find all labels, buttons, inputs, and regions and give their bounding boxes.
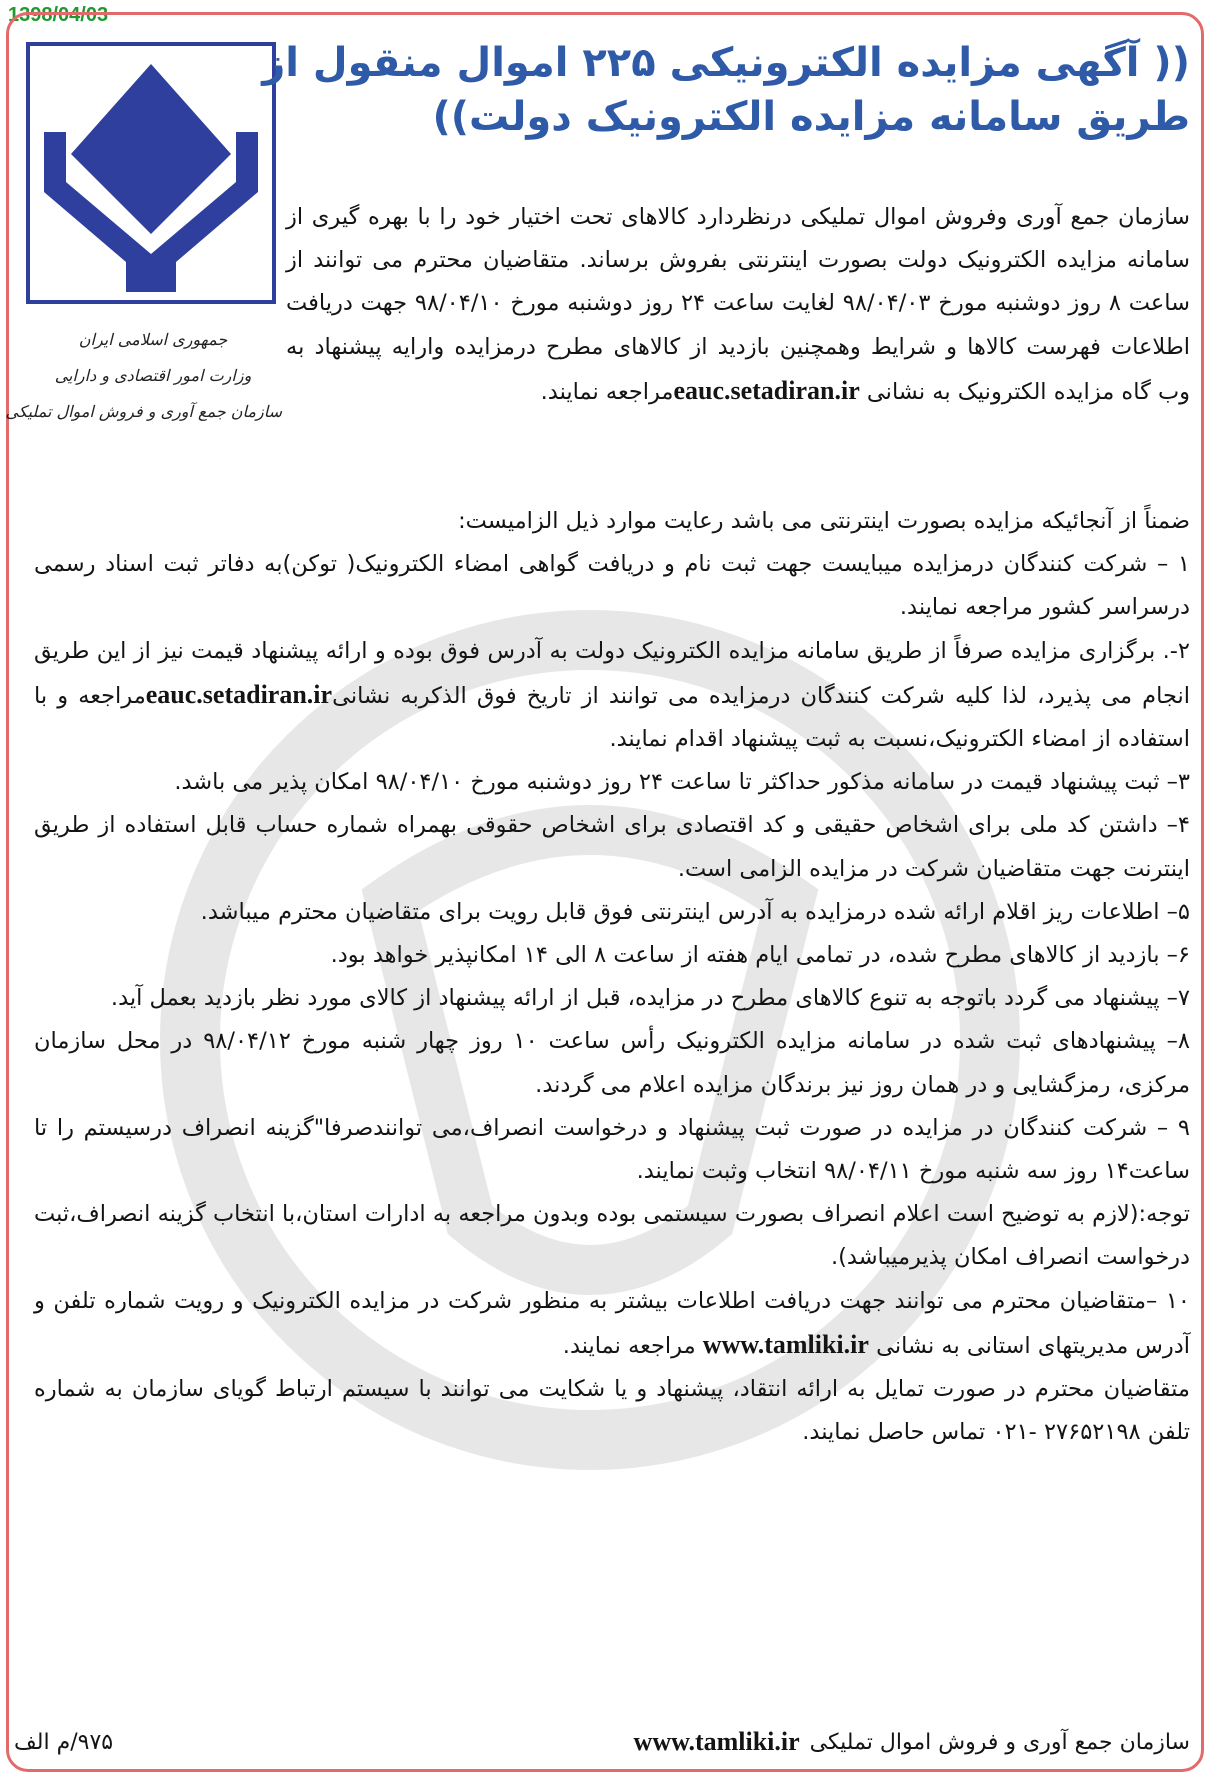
page-title: [262, 36, 1190, 144]
title-line-1: (( آگهی مزایده الکترونیکی ۲۲۵ اموال منقول از: [262, 40, 1190, 86]
list-item: ۵– اطلاعات ریز اقلام ارائه شده درمزایده به آدرس اینترنتی فوق قابل رویت برای متقاضیان محترم میباشد.: [200, 898, 1190, 925]
list-item: [34, 630, 1190, 762]
item-10-tail: مراجعه نمایند.: [562, 1332, 696, 1359]
item-2-tail: مراجعه و با استفاده از امضاء الکترونیک،نسبت به ثبت پیشنهاد اقدام نمایند.: [34, 682, 1190, 753]
item-10-text: ۱۰ –متقاضیان محترم می توانند جهت دریافت اطلاعات بیشتر به منظور شرکت در مزایده الکترونیک و رویت شماره تلفن و آدرس مدیریتهای استانی به نشانی: [34, 1287, 1190, 1359]
footer: [14, 1722, 1190, 1762]
contact-text: متقاضیان محترم در صورت تمایل به ارائه انتقاد، پیشنهاد و یا شکایت می توانند با سیستم ارتباط گویای سازمان به شماره تلفن ۲۷۶۵۲۱۹۸ -۰۲۱ تماس حاصل نمایند.: [34, 1376, 1190, 1446]
intro-text: سازمان جمع آوری وفروش اموال تملیکی درنظردارد کالاهای تحت اختیار خود را با بهره گیری از سامانه مزایده الکترونیک دولت بصورت اینترنتی بفروش برساند. متقاضیان محترم می توانند از ساعت ۸ روز دوشنبه مورخ ۹۸/۰۴/۰۳ لغایت ساعت ۲۴ روز دوشنبه مورخ ۹۸/۰۴/۱۰ جهت دریافت اطلاعات فهرست کالاها و شرایط وهمچنین بازدید از کالاهای مطرح درمزایده وارایه پیشنهاد به وب گاه مزایده الکترونیک به نشانی: [286, 204, 1191, 405]
footer-code: ۹۷۵/م الف: [14, 1729, 114, 1755]
list-item: ۶– بازدید از کالاهای مطرح شده، در تمامی ایام هفته از ساعت ۸ الی ۱۴ امکانپذیر خواهد بود.: [330, 942, 1190, 969]
logo-caption: [5, 322, 282, 430]
caption-line: وزارت امور اقتصادی و دارایی: [54, 366, 252, 385]
list-item: ۷– پیشنهاد می گردد باتوجه به تنوع کالاهای مطرح در مزایده، قبل از ارائه پیشنهاد از کالای مورد نظر بازدید بعمل آید.: [110, 985, 1190, 1012]
footer-organization: سازمان جمع آوری و فروش اموال تملیکی: [809, 1729, 1190, 1755]
auction-link[interactable]: eauc.setadiran.ir: [145, 679, 333, 709]
list-item: ۸– پیشنهادهای ثبت شده در سامانه مزایده الکترونیک رأس ساعت ۱۰ روز چهار شنبه مورخ ۹۸/۰۴/۱۲ در محل سازمان مرکزی، رمزگشایی و در همان روز نیز برندگان مزایده اعلام می گردند.: [34, 1028, 1191, 1098]
organization-logo: [26, 42, 276, 304]
tamliki-link[interactable]: www.tamliki.ir: [702, 1329, 869, 1359]
caption-line: سازمان جمع آوری و فروش اموال تملیکی: [5, 402, 282, 421]
list-item: ۹ – شرکت کنندگان در مزایده در صورت ثبت پیشنهاد و درخواست انصراف،می توانندصرفا"گزینه انصراف درسیستم را تا ساعت۱۴ روز سه شنبه مورخ ۹۸/۰۴/۱۱ انتخاب وثبت نمایند.: [34, 1114, 1190, 1185]
intro-tail: مراجعه نمایند.: [540, 378, 674, 405]
title-line-2: طریق سامانه مزایده الکترونیک دولت)): [432, 94, 1190, 140]
date-stamp: 1398/04/03: [8, 4, 109, 26]
list-item: [34, 1280, 1190, 1368]
item-2-text: ۲-. برگزاری مزایده صرفاً از طریق سامانه مزایده الکترونیک دولت به آدرس فوق بوده و ارائه پیشنهاد قیمت نیز از این طریق انجام می پذیرد، لذا کلیه شرکت کنندگان درمزایده می توانند از تاریخ فوق الذکربه نشانی: [34, 637, 1190, 709]
footer-website-link[interactable]: www.tamliki.ir: [633, 1727, 800, 1756]
notice-text: ضمناً از آنجائیکه مزایده بصورت اینترنتی می باشد رعایت موارد ذیل الزامیست:: [458, 508, 1190, 534]
list-item: ۱ – شرکت کنندگان درمزایده میبایست جهت ثبت نام و دریافت گواهی امضاء الکترونیک( توکن)به دفاتر ثبت اسناد رسمی درسراسر کشور مراجعه نمایند.: [34, 551, 1190, 621]
note-text: توجه:(لازم به توضیح است اعلام انصراف بصورت سیستمی بوده وبدون مراجعه به ادارات استان،با انتخاب گزینه انصراف،ثبت درخواست انصراف امکان پذیرمیباشد).: [34, 1201, 1190, 1271]
list-item: ۳– ثبت پیشنهاد قیمت در سامانه مذکور حداکثر تا ساعت ۲۴ روز دوشنبه مورخ ۹۸/۰۴/۱۰ امکان پذیر می باشد.: [174, 769, 1190, 796]
list-item: ۴– داشتن کد ملی برای اشخاص حقیقی و کد اقتصادی برای اشخاص حقوقی بهمراه شماره حساب قابل استفاده از طریق اینترنت جهت متقاضیان شرکت در مزایده الزامی است.: [34, 812, 1190, 882]
intro-paragraph: [286, 196, 1190, 414]
conditions-list: [34, 500, 1190, 1454]
auction-link[interactable]: eauc.setadiran.ir: [673, 375, 860, 405]
caption-line: جمهوری اسلامی ایران: [78, 330, 228, 349]
